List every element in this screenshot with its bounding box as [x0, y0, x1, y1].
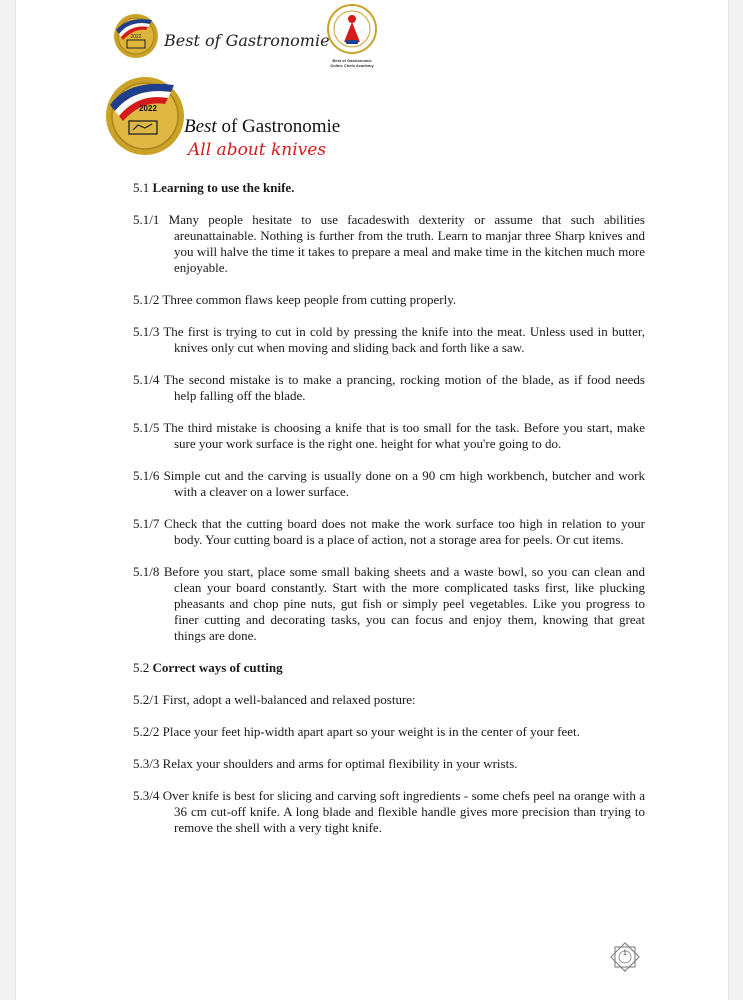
paragraph-5-1-6: 5.1/6 Simple cut and the carving is usually done on a 90 cm high workbench, butcher and work with a cleaver on a lower surface. — [133, 468, 645, 499]
document-page — [16, 0, 728, 1000]
paragraph-5-1-7: 5.1/7 Check that the cutting board does not make the work surface too high in relation to your body. Your cutting board is a place of action, not a storage area for peels. Or cut items. — [133, 516, 645, 547]
paragraph-5-1-4: 5.1/4 The second mistake is to make a prancing, rocking motion of the blade, as if food needs help falling off the blade. — [133, 372, 645, 403]
gold-medal-logo — [104, 75, 186, 157]
brand-name-top: Best of Gastronomie — [164, 31, 330, 50]
paragraph-5-1-3: 5.1/3 The first is trying to cut in cold by pressing the knife into the meat. Unless used in butter, knives only cut when moving and sliding back and forth like a saw. — [133, 324, 645, 355]
paragraph-5-3-3: 5.3/3 Relax your shoulders and arms for optimal flexibility in your wrists. — [133, 756, 518, 771]
document-title — [184, 116, 340, 138]
academy-caption-line1: Best of Gastronomie — [332, 58, 372, 63]
medal-year: 2022 — [139, 104, 157, 113]
title-italic: Best — [184, 116, 217, 137]
academy-logo — [316, 2, 388, 76]
paragraph-5-2-1: 5.2/1 First, adopt a well-balanced and relaxed posture: — [133, 692, 416, 707]
paragraph-5-1-8: 5.1/8 Before you start, place some small baking sheets and a waste bowl, so you can clean and clean your board constantly. Start with the more complicated tasks first, like plucking pheasants and chop pine nuts, gut fish or simply peel vegetables. Like you progress to finer cutting and decorating tasks, you can focus and enjoy them, knowing that great things are done. — [133, 564, 645, 643]
paragraph-5-3-4: 5.3/4 Over knife is best for slicing and carving soft ingredients - some chefs peel na orange with a 36 cm cut-off knife. A long blade and flexible handle gives more precision than trying to remove the shell with a very tight knife. — [133, 788, 645, 835]
page-number-badge — [606, 938, 644, 976]
ornament-icon — [606, 938, 644, 976]
section-title: Correct ways of cutting — [152, 660, 283, 675]
section-title: Learning to use the knife. — [152, 180, 295, 195]
academy-emblem-icon — [326, 2, 378, 56]
academy-caption-line2: Online Chefs Academy — [330, 63, 374, 68]
section-number: 5.1 — [133, 180, 153, 195]
paragraph-5-2-2: 5.2/2 Place your feet hip-width apart apart so your weight is in the center of your feet. — [133, 724, 580, 739]
section-heading-5-1 — [133, 180, 645, 196]
small-medal-year: 2022 — [130, 34, 142, 40]
section-number: 5.2 — [133, 660, 153, 675]
page-number: 1 — [623, 950, 627, 957]
document-body — [133, 180, 645, 836]
medal-logo-small — [112, 12, 160, 60]
paragraph-5-1-1: 5.1/1 Many people hesitate to use facadeswith dexterity or assume that such abilities areunattainable. Nothing is further from the truth. Learn to manjar three Sharp knives and you will halve the time it takes to prepare a meal and make time in the kitchen much more enjoyable. — [133, 212, 645, 275]
section-heading-5-2 — [133, 660, 645, 676]
academy-caption — [316, 58, 388, 68]
paragraph-5-1-5: 5.1/5 The third mistake is choosing a knife that is too small for the task. Before you start, make sure your work surface is the right one. height for what you're going to do. — [133, 420, 645, 451]
document-subtitle: All about knives — [188, 140, 327, 160]
paragraph-5-1-2: 5.1/2 Three common flaws keep people from cutting properly. — [133, 292, 457, 307]
title-rest: of Gastronomie — [216, 116, 341, 137]
